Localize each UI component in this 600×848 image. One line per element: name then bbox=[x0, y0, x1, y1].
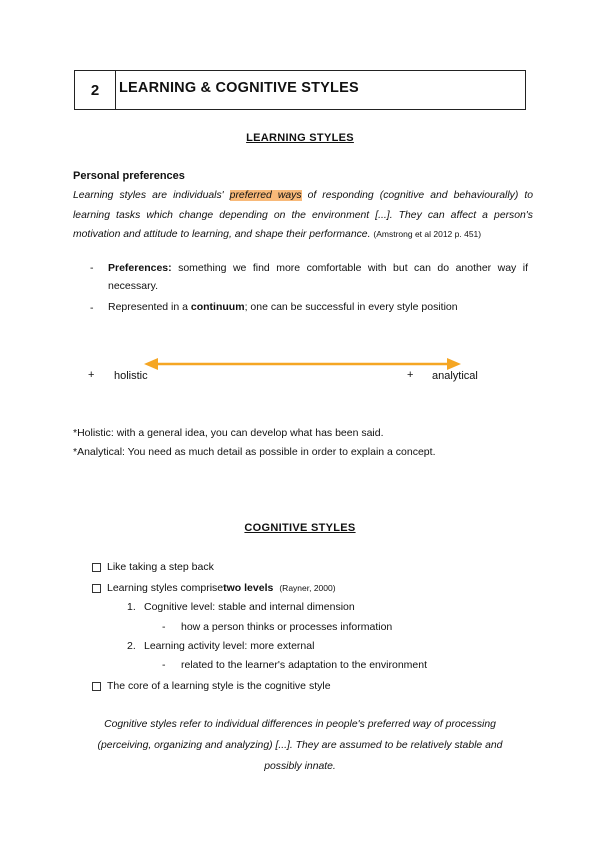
bullet-preferences-bold: Preferences: bbox=[108, 262, 172, 274]
bullet-preferences-text: something we find more comfortable with but can do another way if necessary. bbox=[108, 262, 528, 292]
bullet-continuum-post: ; one can be successful in every style position bbox=[244, 301, 458, 313]
bullet-continuum-bold: continuum bbox=[190, 301, 245, 313]
level-2-text: Learning activity level: more external bbox=[144, 640, 315, 652]
personal-preferences-subheading: Personal preferences bbox=[73, 170, 185, 182]
checklist-item-text-pre: Learning styles comprise bbox=[107, 582, 224, 594]
learning-styles-quote bbox=[73, 186, 533, 245]
bullet-continuum-pre: Represented in a bbox=[108, 301, 191, 313]
level-1-number: 1. bbox=[127, 601, 136, 613]
arrow-left-head bbox=[144, 358, 158, 370]
analytical-label: analytical bbox=[432, 370, 478, 382]
bullet-continuum bbox=[108, 298, 528, 316]
holistic-plus: + bbox=[88, 369, 95, 381]
cognitive-styles-heading: COGNITIVE STYLES bbox=[244, 522, 356, 534]
checklist-item-bold: two levels bbox=[223, 582, 274, 594]
checkbox-icon[interactable] bbox=[92, 563, 101, 572]
bullet-dash-1: - bbox=[90, 262, 94, 274]
checklist-item-core bbox=[92, 680, 331, 692]
checkbox-icon[interactable] bbox=[92, 584, 101, 593]
section-title: LEARNING & COGNITIVE STYLES bbox=[119, 80, 359, 96]
bullet-dash-2: - bbox=[90, 302, 94, 314]
learning-styles-heading: LEARNING STYLES bbox=[246, 132, 354, 144]
analytical-note: *Analytical: You need as much detail as possible in order to explain a concept. bbox=[73, 446, 436, 458]
checklist-item-text: The core of a learning style is the cognitive style bbox=[107, 680, 331, 692]
quote-part1: Learning styles are individuals' bbox=[73, 190, 230, 201]
level-2-dash: - bbox=[162, 659, 166, 671]
quote-part2: of responding (cognitive and behaviourally) to learning tasks which change depending on the environment [...]. They can affect a person's motivation and attitude to learning, and shape their performance. bbox=[73, 190, 533, 240]
checkbox-icon[interactable] bbox=[92, 682, 101, 691]
holistic-label: holistic bbox=[114, 370, 148, 382]
level-2-subpoint: related to the learner's adaptation to the environment bbox=[181, 659, 427, 671]
level-1-subpoint: how a person thinks or processes information bbox=[181, 621, 393, 633]
level-2-number: 2. bbox=[127, 640, 136, 652]
section-number: 2 bbox=[75, 71, 116, 109]
arrow-right-head bbox=[447, 358, 461, 370]
bullet-preferences bbox=[108, 259, 528, 295]
checklist-item-step-back bbox=[92, 561, 214, 573]
level-1-dash: - bbox=[162, 621, 166, 633]
checklist-item-two-levels bbox=[92, 582, 336, 594]
quote-citation: (Amstrong et al 2012 p. 451) bbox=[373, 229, 482, 239]
cognitive-styles-quote: Cognitive styles refer to individual differences in people's preferred way of processing (perceiving, organizing and analyzing) [...]. They are assumed to be relatively stable and possibly innate. bbox=[97, 719, 503, 772]
section-header bbox=[74, 70, 526, 110]
checklist-item-text: Like taking a step back bbox=[107, 561, 214, 573]
quote-highlight: preferred ways bbox=[229, 190, 302, 201]
rayner-citation: (Rayner, 2000) bbox=[279, 583, 336, 593]
analytical-plus: + bbox=[407, 369, 414, 381]
holistic-note: *Holistic: with a general idea, you can develop what has been said. bbox=[73, 427, 384, 439]
level-1-text: Cognitive level: stable and internal dimension bbox=[144, 601, 355, 613]
